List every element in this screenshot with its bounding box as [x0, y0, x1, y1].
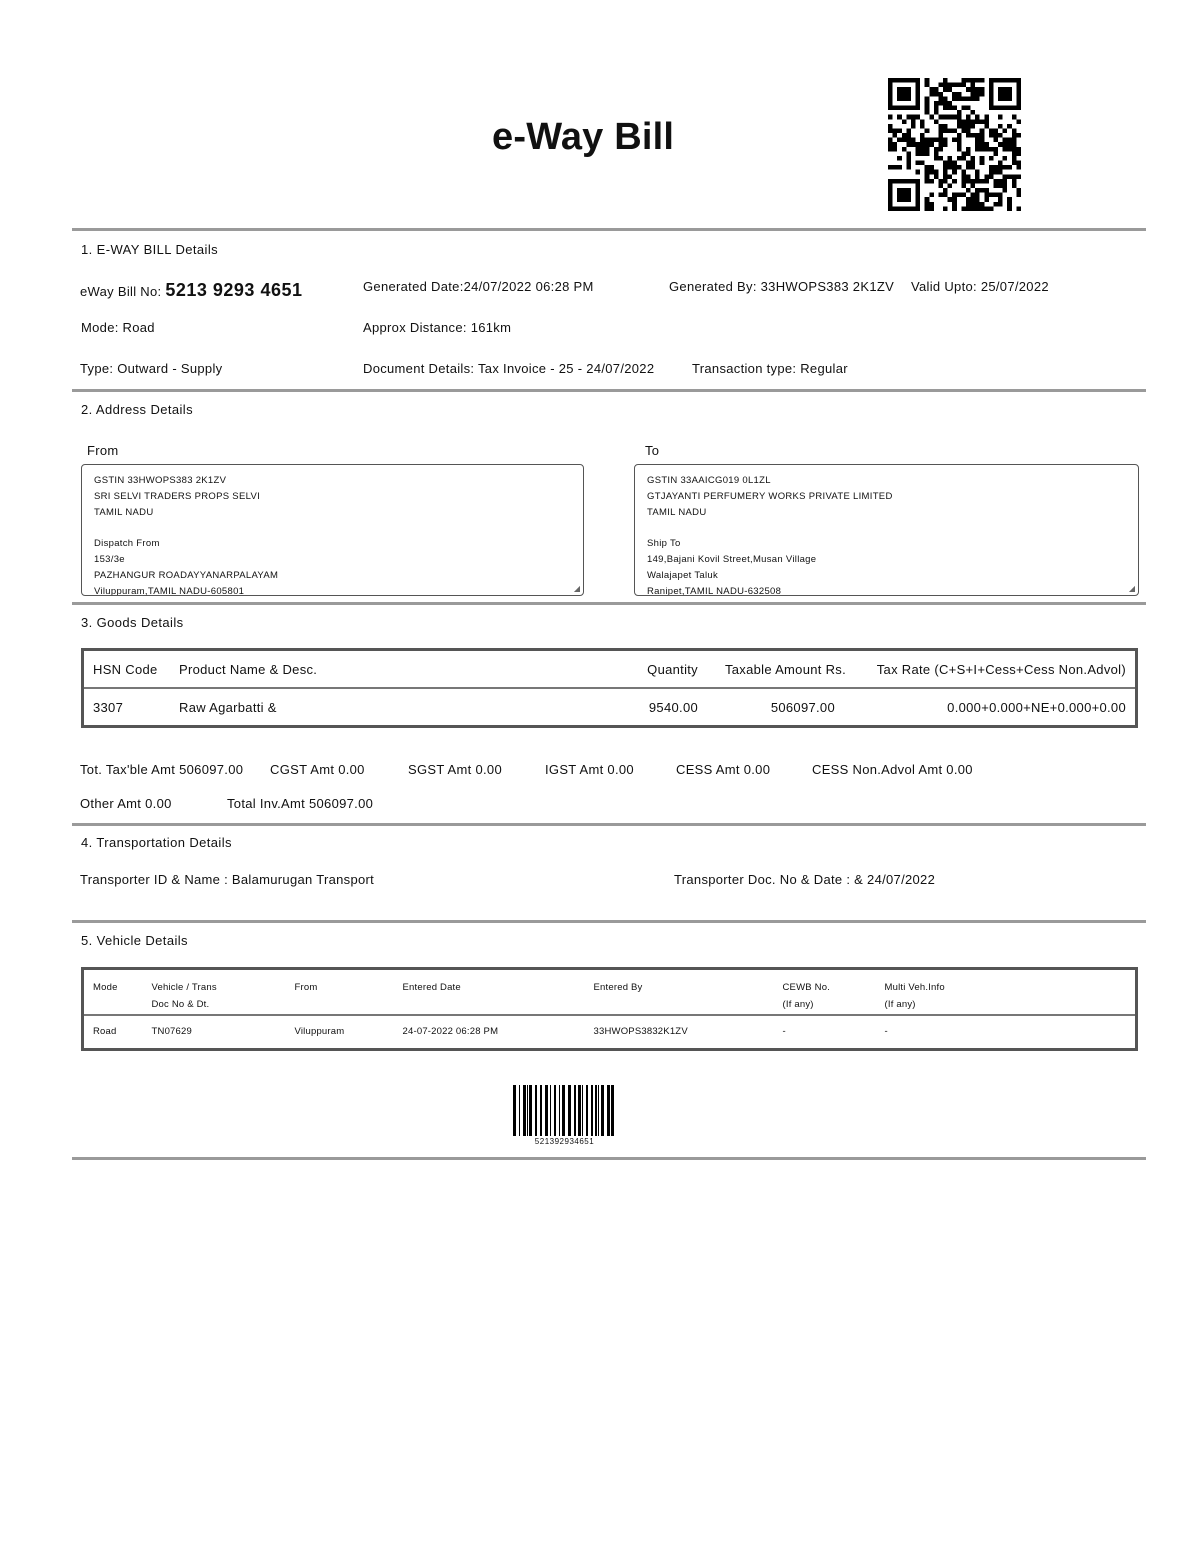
- from-address-textarea[interactable]: [81, 464, 584, 596]
- address-line: Walajapet Taluk: [647, 569, 719, 581]
- from-label: From: [87, 443, 119, 458]
- valid-upto: Valid Upto: 25/07/2022: [911, 279, 1049, 294]
- cgst-amount: CGST Amt 0.00: [270, 762, 365, 777]
- address-line: Viluppuram,TAMIL NADU-605801: [94, 585, 245, 596]
- resize-handle-icon[interactable]: ◢: [1128, 584, 1135, 593]
- transporter-doc: Transporter Doc. No & Date : & 24/07/2022: [674, 872, 936, 887]
- address-line: SRI SELVI TRADERS PROPS SELVI: [94, 490, 261, 502]
- vehicle-entered-date: 24-07-2022 06:28 PM: [402, 1026, 499, 1037]
- mode: Mode: Road: [81, 320, 155, 335]
- address-line: 153/3e: [94, 553, 125, 565]
- approx-distance: Approx Distance: 161km: [363, 320, 512, 335]
- page-title: e-Way Bill: [492, 116, 675, 158]
- goods-header-row: [83, 650, 1137, 689]
- col-cewb: CEWB No. (If any): [774, 969, 876, 1015]
- divider: [72, 228, 1146, 231]
- divider: [72, 389, 1146, 392]
- divider: [72, 920, 1146, 923]
- col-hsn: HSN Code: [83, 650, 171, 689]
- table-row: [83, 688, 1137, 727]
- product-name: Raw Agarbatti &: [179, 699, 277, 715]
- divider: [72, 823, 1146, 826]
- col-entered-date: Entered Date: [394, 969, 585, 1015]
- generated-date: Generated Date:24/07/2022 06:28 PM: [363, 279, 594, 294]
- supply-type: Type: Outward - Supply: [80, 361, 223, 376]
- col-multi-veh: Multi Veh.Info (If any): [876, 969, 1137, 1015]
- section-ewb-heading: 1. E-WAY BILL Details: [81, 242, 219, 257]
- table-row: [83, 1015, 1137, 1050]
- col-taxrate: Tax Rate (C+S+I+Cess+Cess Non.Advol): [855, 650, 1137, 689]
- vehicle-number: TN07629: [151, 1026, 192, 1037]
- address-line: [647, 520, 1126, 536]
- to-label: To: [645, 443, 660, 458]
- qr-code-icon: [887, 78, 1022, 211]
- address-line: TAMIL NADU: [94, 506, 154, 518]
- vehicle-from: Viluppuram: [294, 1026, 345, 1037]
- to-address-textarea[interactable]: [634, 464, 1139, 596]
- barcode-icon: [513, 1085, 616, 1136]
- col-from: From: [286, 969, 394, 1015]
- total-taxable: Tot. Tax'ble Amt 506097.00: [80, 762, 244, 777]
- address-line: Ranipet,TAMIL NADU-632508: [647, 585, 782, 596]
- transaction-type: Transaction type: Regular: [692, 361, 848, 376]
- hsn-code: 3307: [93, 699, 124, 715]
- col-taxable: Taxable Amount Rs.: [707, 650, 855, 689]
- col-quantity: Quantity: [619, 650, 707, 689]
- ewb-number-value: 5213 9293 4651: [165, 280, 303, 300]
- sgst-amount: SGST Amt 0.00: [408, 762, 502, 777]
- ewb-number: [80, 280, 303, 301]
- vehicle-cewb: -: [782, 1026, 786, 1037]
- address-line: Dispatch From: [94, 538, 160, 550]
- col-entered-by: Entered By: [585, 969, 774, 1015]
- igst-amount: IGST Amt 0.00: [545, 762, 634, 777]
- tax-rate: 0.000+0.000+NE+0.000+0.00: [947, 699, 1126, 715]
- divider: [72, 1157, 1146, 1160]
- address-line: Ship To: [647, 538, 681, 550]
- address-line: TAMIL NADU: [647, 506, 707, 518]
- vehicle-multi-info: -: [884, 1026, 888, 1037]
- document-details: Document Details: Tax Invoice - 25 - 24/07/2022: [363, 361, 655, 376]
- divider: [72, 602, 1146, 605]
- resize-handle-icon[interactable]: ◢: [573, 584, 580, 593]
- address-line: PAZHANGUR ROADAYYANARPALAYAM: [94, 569, 279, 581]
- section-transport-heading: 4. Transportation Details: [81, 835, 232, 850]
- generated-by: Generated By: 33HWOPS383 2K1ZV: [669, 279, 895, 294]
- address-line: GSTIN 33HWOPS383 2K1ZV: [94, 475, 227, 486]
- section-vehicle-heading: 5. Vehicle Details: [81, 933, 188, 948]
- ewb-number-label: eWay Bill No:: [80, 284, 162, 299]
- section-goods-heading: 3. Goods Details: [81, 615, 184, 630]
- barcode-number: 521392934651: [534, 1137, 595, 1146]
- address-line: GSTIN 33AAICG019 0L1ZL: [647, 475, 771, 486]
- cess-non-advol-amount: CESS Non.Advol Amt 0.00: [812, 762, 973, 777]
- cess-amount: CESS Amt 0.00: [676, 762, 771, 777]
- section-address-heading: 2. Address Details: [81, 402, 193, 417]
- vehicle-header-row: [83, 969, 1137, 1015]
- vehicle-table: [81, 967, 1138, 1051]
- quantity: 9540.00: [648, 699, 698, 715]
- total-invoice-amount: Total Inv.Amt 506097.00: [227, 796, 374, 811]
- col-mode: Mode: [83, 969, 143, 1015]
- transporter-name: Transporter ID & Name : Balamurugan Transport: [80, 872, 375, 887]
- other-amount: Other Amt 0.00: [80, 796, 172, 811]
- taxable-amount: 506097.00: [770, 699, 835, 715]
- col-vehicle: Vehicle / Trans Doc No & Dt.: [143, 969, 286, 1015]
- address-line: [94, 520, 571, 536]
- vehicle-mode: Road: [93, 1026, 117, 1037]
- address-line: GTJAYANTI PERFUMERY WORKS PRIVATE LIMITED: [647, 490, 893, 502]
- goods-table: [81, 648, 1138, 728]
- col-product: Product Name & Desc.: [170, 650, 619, 689]
- address-line: 149,Bajani Kovil Street,Musan Village: [647, 553, 817, 565]
- vehicle-entered-by: 33HWOPS3832K1ZV: [593, 1026, 688, 1037]
